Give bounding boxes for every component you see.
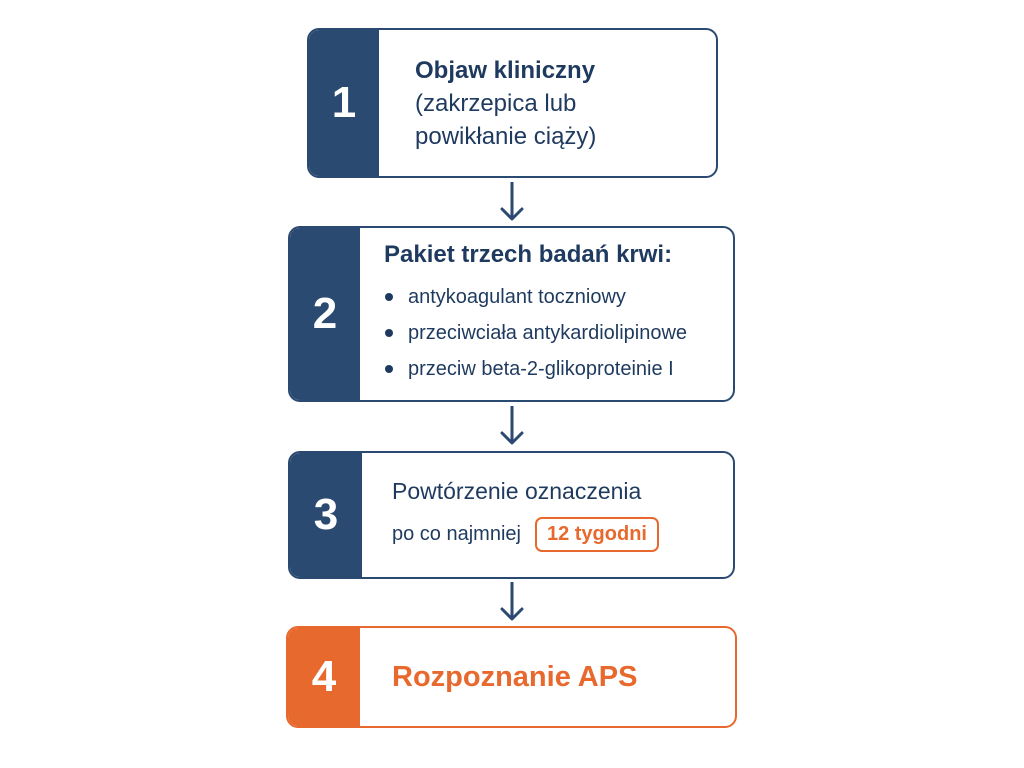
step-3-line-1: Powtórzenie oznaczenia bbox=[392, 478, 642, 504]
step-2-content bbox=[360, 228, 733, 400]
step-1-content bbox=[379, 30, 716, 176]
bullet-icon bbox=[385, 293, 393, 301]
step-1-line-1: (zakrzepica lub bbox=[415, 89, 577, 117]
step-4-box bbox=[286, 626, 737, 728]
step-1-title: Objaw kliniczny bbox=[415, 56, 596, 84]
step-4-number: 4 bbox=[288, 628, 360, 726]
step-1-box bbox=[307, 28, 718, 178]
step-3-box bbox=[288, 451, 735, 579]
test-list bbox=[384, 279, 733, 387]
step-1-number: 1 bbox=[309, 30, 379, 176]
duration-badge: 12 tygodni bbox=[535, 517, 659, 552]
list-item bbox=[384, 315, 733, 351]
step-2-title: Pakiet trzech badań krwi: bbox=[384, 241, 673, 268]
bullet-icon bbox=[385, 329, 393, 337]
arrow-down-icon bbox=[498, 580, 526, 624]
step-3-number: 3 bbox=[290, 453, 362, 577]
arrow-down-icon bbox=[498, 404, 526, 448]
step-3-line-2-text: po co najmniej bbox=[392, 523, 521, 545]
list-item-label: przeciw beta-2-glikoproteinie I bbox=[408, 358, 674, 380]
step-2-box bbox=[288, 226, 735, 402]
step-4-content bbox=[360, 628, 735, 726]
step-3-line-2 bbox=[392, 517, 733, 552]
list-item bbox=[384, 351, 733, 387]
step-4-title: Rozpoznanie APS bbox=[392, 660, 638, 693]
step-3-content bbox=[362, 453, 733, 577]
arrow-down-icon bbox=[498, 180, 526, 224]
list-item-label: przeciwciała antykardiolipinowe bbox=[408, 322, 688, 344]
bullet-icon bbox=[385, 365, 393, 373]
step-1-line-2: powikłanie ciąży) bbox=[415, 122, 597, 150]
list-item bbox=[384, 279, 733, 315]
list-item-label: antykoagulant toczniowy bbox=[408, 286, 626, 308]
step-2-number: 2 bbox=[290, 228, 360, 400]
